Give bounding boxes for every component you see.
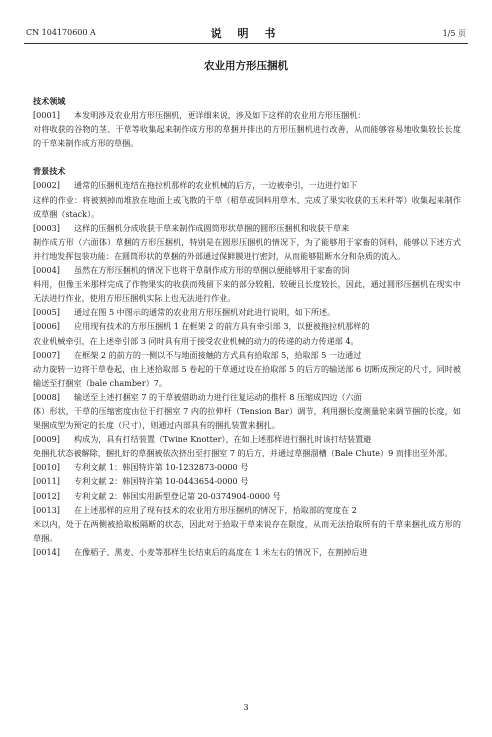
paragraph-number: [0002]: [33, 180, 60, 191]
paragraph-text: 这样的作业：将被割掉而堆放在地面上或飞散的干草（稻草或饲料用草木、完成了果实收获的玉米秆等）收集起来制作成草捆（stack）。: [33, 194, 461, 219]
paragraph-first-line: 应用现有技术的方形压捆机 1 在框架 2 的前方具有牵引部 3，以便被拖拉机那样的: [74, 321, 370, 332]
paragraph-first-line: 在上述那样的应用了现有技术的农业用方形压捆机的情况下，拾取部的宽度在 2: [74, 504, 357, 515]
paragraph-0005: [33, 305, 461, 319]
patent-citation: 专利文献 2：韩国特许第 10-0443654-0000 号: [74, 476, 249, 487]
paragraph-0012: [33, 489, 461, 503]
paragraph-0006: [33, 319, 461, 347]
paragraph-number: [0011]: [33, 476, 60, 487]
paragraph-number: [0007]: [33, 349, 60, 360]
paragraph-number: [0013]: [33, 504, 60, 515]
paragraph-0003: [33, 221, 461, 263]
paragraph-text: 米以内，处于在两侧被拾取板隔断的状态，因此对于拾取干草来说存在限度，从而无法拾取所有的干草来捆扎成方形的草捆。: [33, 518, 461, 543]
page-number: 3: [243, 703, 249, 712]
paragraph-0008: [33, 390, 461, 432]
paragraph-number: [0014]: [33, 546, 60, 557]
document-number: CN 104170600 A: [26, 28, 96, 37]
paragraph-number: [0008]: [33, 391, 60, 402]
paragraph-0001: [33, 108, 461, 150]
section-heading-background: 背景技术: [33, 166, 66, 177]
paragraph-number: [0003]: [33, 222, 60, 233]
paragraph-first-line: 在框架 2 的前方的一侧以不与地面接触的方式具有拾取部 5，拾取部 5 一边通过: [74, 349, 362, 360]
paragraph-0002: [33, 178, 461, 220]
paragraph-text: 动力旋转一边将干草卷起，由上述拾取部 5 卷起的干草通过设在拾取部 5 的后方的输送部 6 切断成预定的尺寸，同时被输送至打捆室（bale chamber）7。: [33, 363, 461, 388]
paragraph-number: [0001]: [33, 110, 60, 121]
document-type-label: 说 明 书: [210, 27, 282, 40]
paragraph-0010: [33, 460, 461, 474]
paragraph-number: [0010]: [33, 462, 60, 473]
section-heading-tech-field: 技术领域: [33, 96, 66, 106]
paragraph-text: 对将收获的谷物的茎、干草等收集起来制作成方形的草捆并排出的方形压捆机进行改善，从而能够容易地收集较长长度的干草来制作成方形的草捆。: [33, 124, 461, 149]
paragraph-number: [0012]: [33, 490, 60, 501]
paragraph-first-line: 通过在图 5 中图示的通常的农业用方形压捆机对此进行说明，如下所述。: [74, 307, 336, 318]
section-gap: [33, 150, 461, 164]
page-indicator: 1/5 页: [442, 29, 466, 38]
paragraph-text: 制作成方形（六面体）草捆的方形压捆机，特别是在圆形压捆机的情况下，为了能够用于家畜的饲料，能够以下述方式并行地发挥包装功能：在圆筒形状的草捆的外部通过保鲜膜进行密封，从而能够阻断水分和杂质的流入。: [33, 236, 461, 261]
paragraph-number: [0009]: [33, 434, 60, 445]
paragraph-0007: [33, 348, 461, 390]
page-header: [0, 28, 492, 42]
paragraph-first-line: 输送至上述打捆室 7 的干草被借助动力进行往复运动的推杆 8 压缩成四边（六面: [74, 391, 362, 402]
paragraph-first-line: 在像稻子、黑麦、小麦等那样生长结束后的高度在 1 米左右的情况下，在割掉后进: [74, 546, 368, 557]
paragraph-text: 体）形状，干草的压缩密度由位于打捆室 7 内的拉伸杆（Tension Bar）调节，利用捆长度测量轮来调节捆的长度，如果捆成型为预定的长度（尺寸），则通过内部具有的捆扎装置来捆扎。: [33, 405, 461, 431]
patent-citation: 专利文献 2：韩国实用新型登记第 20-0374904-0000 号: [74, 490, 281, 501]
document-title: 农业用方形压捆机: [204, 60, 288, 72]
paragraph-first-line: 虽然在方形压捆机的情况下也将干草制作成方形的草捆以便能够用于家畜的饲: [74, 265, 350, 276]
document-body: [33, 94, 461, 559]
paragraph-text: 免捆扎状态被解除，捆扎好的草捆被依次挤出至打捆室 7 的后方，并通过草捆溜槽（Bale Chute）9 而排出至外部。: [33, 448, 453, 459]
paragraph-first-line: 构成为，具有打结装置（Twine Knotter），在如上述那样进行捆扎时该打结装置避: [74, 434, 372, 445]
paragraph-number: [0006]: [33, 321, 60, 332]
paragraph-0004: [33, 263, 461, 305]
paragraph-text: 料用，但像玉米那样完成了作物果实的收获而残留下来的部分较粗、较硬且长度较长，因此，通过圆形压捆机在现实中无法进行作业，使用方形压捆机实际上也无法进行作业。: [33, 279, 461, 304]
paragraph-first-line: 通常的压捆机连结在拖拉机那样的农业机械的后方，一边被牵引，一边进行如下: [74, 180, 358, 191]
paragraph-0013: [33, 503, 461, 545]
paragraph-number: [0004]: [33, 265, 60, 276]
patent-citation: 专利文献 1：韩国特许第 10-1232873-0000 号: [74, 462, 249, 473]
header-divider: [24, 43, 468, 44]
paragraph-number: [0005]: [33, 307, 60, 318]
paragraph-0011: [33, 474, 461, 488]
paragraph-first-line: 这样的压捆机分成收获干草来制作成圆筒形状草捆的圆形压捆机和收获干草来: [74, 222, 350, 233]
paragraph-0009: [33, 432, 461, 460]
paragraph-text: 农业机械牵引，在上述牵引部 3 同时具有用于接受农业机械的动力的传递的动力传递部 4。: [33, 335, 359, 346]
paragraph-first-line: 本发明涉及农业用方形压捆机，更详细来说，涉及如下这样的农业用方形压捆机：: [74, 110, 366, 121]
paragraph-0014: [33, 545, 461, 559]
